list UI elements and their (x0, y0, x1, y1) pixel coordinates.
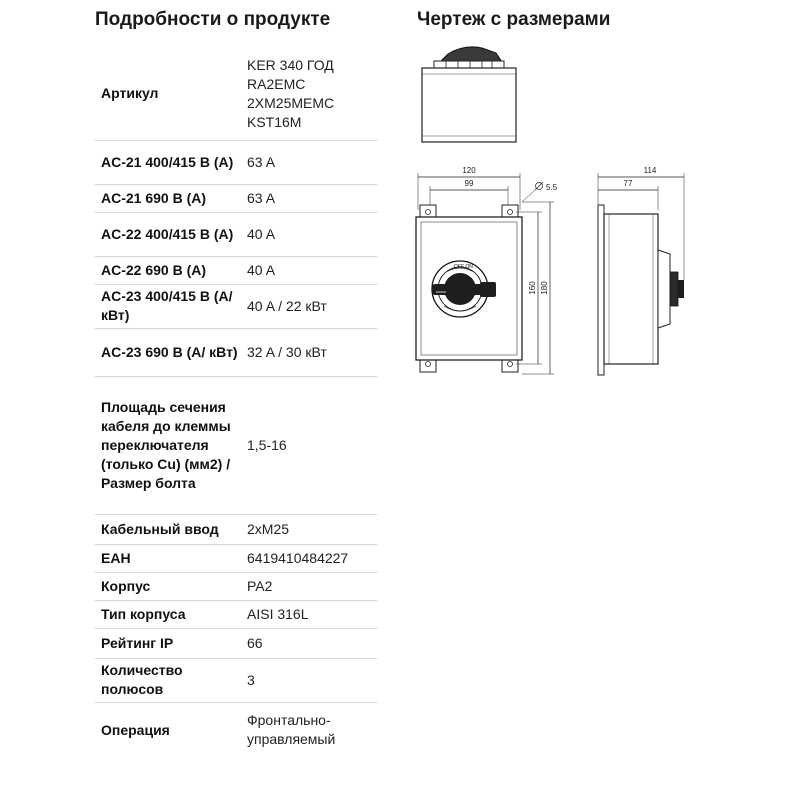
spec-value-line: 40 A / 22 кВт (247, 297, 327, 314)
spec-value (241, 376, 377, 514)
spec-label: AC-22 690 В (А) (101, 261, 207, 278)
spec-value (241, 702, 377, 758)
spec-label: AC-23 400/415 В (А/кВт) (101, 288, 233, 323)
spec-value-line: PA2 (247, 577, 273, 594)
spec-label: Площадь сечения кабеля до клеммы переключателя (только Cu) (мм2) / Размер болта (101, 398, 231, 491)
dimension-drawing-title: Чертеж с размерами (417, 9, 611, 30)
dim-width-inner: 99 (464, 179, 474, 188)
spec-value-line: 2XM25MEMC (247, 94, 335, 111)
spec-value-line: 32 A / 30 кВт (247, 343, 327, 360)
spec-label: Артикул (101, 85, 159, 102)
spec-label: Рейтинг IP (101, 634, 174, 651)
spec-row (95, 628, 377, 658)
spec-value-line: 40 A (247, 261, 276, 278)
dim-width-outer: 120 (462, 166, 476, 175)
spec-value-line: 6419410484227 (247, 549, 349, 566)
spec-label: Тип корпуса (101, 605, 186, 622)
spec-value-line: 66 (247, 634, 263, 651)
spec-row (95, 514, 377, 544)
spec-value-line: Фронтально- (247, 712, 331, 729)
spec-value-line: RA2EMC (247, 75, 306, 92)
side-view (598, 205, 684, 375)
product-details-title: Подробности о продукте (95, 9, 331, 30)
dim-height-outer: 180 (540, 281, 549, 295)
spec-value-line: 3 (247, 671, 255, 688)
spec-value-line: KST16M (247, 113, 302, 130)
spec-label: Корпус (101, 577, 151, 594)
spec-row (95, 212, 377, 256)
front-width-dimensions (418, 166, 558, 210)
spec-label: ЕАН (101, 549, 131, 566)
spec-label: Кабельный ввод (101, 520, 219, 537)
spec-label: AC-23 690 В (А/ кВт) (101, 343, 238, 360)
spec-row (95, 48, 377, 140)
spec-value (241, 544, 377, 572)
spec-label: Количество полюсов (101, 662, 183, 697)
dim-hole-diameter: 5.5 (546, 183, 558, 192)
front-view (416, 205, 522, 372)
spec-row (95, 328, 377, 376)
spec-value-line: 2xM25 (247, 520, 290, 537)
spec-row (95, 256, 377, 284)
spec-row (95, 572, 377, 600)
spec-value (241, 600, 377, 628)
spec-value-line: 40 A (247, 225, 276, 242)
dim-depth-total: 114 (643, 166, 657, 175)
spec-row (95, 376, 377, 514)
spec-row (95, 544, 377, 572)
spec-label: AC-22 400/415 В (А) (101, 225, 234, 242)
spec-row (95, 140, 377, 184)
spec-value (241, 514, 377, 544)
spec-value (241, 328, 377, 376)
spec-value (241, 140, 377, 184)
spec-value (241, 628, 377, 658)
spec-value (241, 284, 377, 328)
spec-value (241, 184, 377, 212)
spec-row (95, 184, 377, 212)
spec-row (95, 658, 377, 702)
spec-row (95, 702, 377, 758)
spec-value-line: 1,5-16 (247, 436, 287, 453)
spec-label: AC-21 400/415 В (А) (101, 153, 234, 170)
spec-row (95, 600, 377, 628)
spec-row (95, 284, 377, 328)
spec-value-line: 63 A (247, 153, 276, 170)
handle-position-text: OFF ON (454, 264, 473, 270)
spec-value-line: AISI 316L (247, 605, 309, 622)
spec-label: Операция (101, 721, 170, 738)
spec-value (241, 256, 377, 284)
product-specs-table (95, 48, 377, 758)
spec-value (241, 658, 377, 702)
top-view (422, 47, 516, 142)
spec-value (241, 572, 377, 600)
dim-depth-body: 77 (623, 179, 633, 188)
spec-value (241, 212, 377, 256)
spec-value-line: 63 A (247, 189, 276, 206)
spec-label: AC-21 690 В (А) (101, 189, 207, 206)
dimension-drawing (412, 40, 692, 385)
spec-value-line: управляемый (247, 731, 336, 748)
dim-height-inner: 160 (528, 281, 537, 295)
spec-value (241, 48, 377, 140)
spec-value-line: KER 340 ГОД (247, 56, 334, 73)
